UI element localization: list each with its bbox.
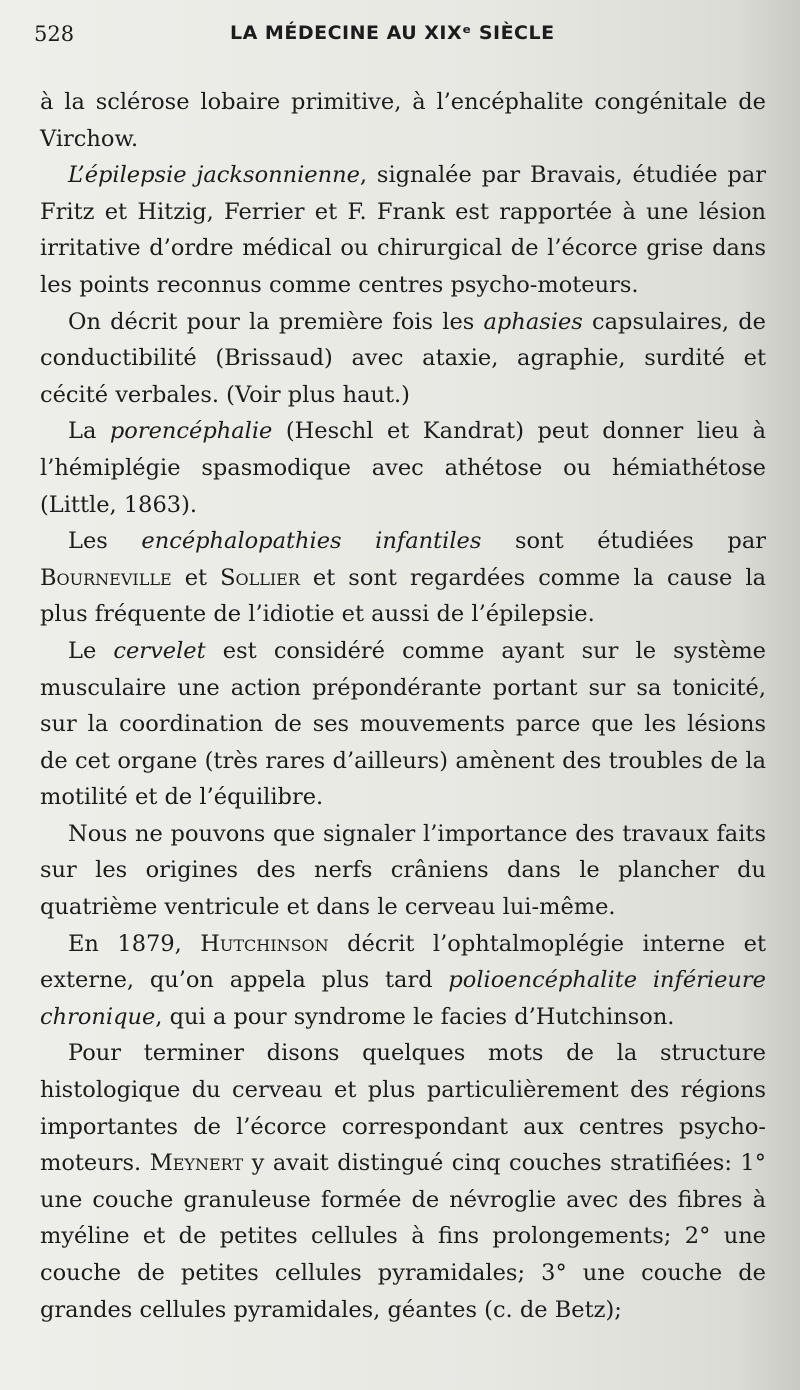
running-head xyxy=(34,18,766,54)
paragraph-text: (Heschl et Kandrat) peut donner lieu à l’hémiplégie spasmodique avec athétose ou hémiathétose (Little, 1863). xyxy=(40,418,766,518)
paragraph-text: y avait distingué cinq couches stratifiées: 1° une couche granuleuse formée de névroglie avec des fibres à myéline et de petites cellules à fins prolongements; 2° une couche de petites cellules pyramidales; 3° une couche de grandes cellules pyramidales, géantes (c. de Betz); xyxy=(40,1150,766,1323)
author-name: Hutchinson xyxy=(200,930,329,957)
paragraph-text: et sont regardées comme la cause la plus fréquente de l’idiotie et aussi de l’épilepsie. xyxy=(40,564,766,628)
author-name: Sollier xyxy=(220,564,300,591)
paragraph-text: capsulaires, de conductibilité (Brissaud) avec ataxie, agraphie, surdité et cécité verbales. (Voir plus haut.) xyxy=(40,308,766,408)
page-number: 528 xyxy=(34,22,75,46)
paragraph xyxy=(40,816,766,926)
paragraph xyxy=(40,157,766,303)
italic-term: encéphalopathies infantiles xyxy=(141,528,482,555)
paragraph-text: et xyxy=(171,564,221,591)
body-text xyxy=(40,84,766,1328)
paragraph xyxy=(40,413,766,523)
paragraph-text: décrit l’ophtalmoplégie interne et externe, qu’on appela plus tard xyxy=(40,930,766,994)
paragraph-text: , qui a pour syndrome le facies d’Hutchinson. xyxy=(155,1003,675,1030)
paragraph-text: Nous ne pouvons que signaler l’importance des travaux faits sur les origines des nerfs crâniens dans le plancher du quatrième ventricule et dans le cerveau lui-même. xyxy=(40,820,766,921)
paragraph xyxy=(40,523,766,633)
italic-term: polioencéphalite inférieure chronique xyxy=(40,967,766,1030)
paragraph xyxy=(40,926,766,1036)
italic-term: cervelet xyxy=(113,637,206,664)
paragraph-text: à la sclérose lobaire primitive, à l’encéphalite congénitale de Virchow. xyxy=(40,89,766,152)
running-title: LA MÉDECINE AU XIXᵉ SIÈCLE xyxy=(230,22,555,44)
paragraph xyxy=(40,304,766,414)
paragraph-text: Les xyxy=(68,528,142,555)
author-name: Meynert xyxy=(149,1150,244,1177)
italic-term: aphasies xyxy=(483,308,583,335)
paragraph-text: On décrit pour la première fois les xyxy=(68,308,484,335)
italic-term: porencéphalie xyxy=(109,418,273,445)
paragraph-text: est considéré comme ayant sur le système musculaire une action prépondérante portant sur sa tonicité, sur la coordination de ses mouvements parce que les lésions de cet organe (très rares d’ailleurs) amènent des troubles de la motilité et de l’équilibre. xyxy=(40,637,766,811)
paragraph-text: Le xyxy=(68,637,114,664)
italic-term: L’épilepsie jacksonnienne xyxy=(68,162,360,189)
paragraph xyxy=(40,633,766,816)
paragraph-text: , signalée par Bravais, étudiée par Fritz et Hitzig, Ferrier et F. Frank est rapportée à une lésion irritative d’ordre médical ou chirurgical de l’écorce grise dans les points reconnus comme centres psycho-moteurs. xyxy=(40,162,766,298)
paragraph-text: sont étudiées par xyxy=(481,528,766,555)
paragraph-text: En 1879, xyxy=(68,930,201,957)
paragraph-text: La xyxy=(68,418,110,445)
paragraph-text: Pour terminer disons quelques mots de la structure histologique du cerveau et plus particulièrement des régions importantes de l’écorce correspondant aux centres psycho-moteurs. xyxy=(40,1040,766,1177)
author-name: Bourneville xyxy=(40,564,172,591)
paragraph xyxy=(40,1035,766,1328)
paragraph xyxy=(40,84,766,157)
